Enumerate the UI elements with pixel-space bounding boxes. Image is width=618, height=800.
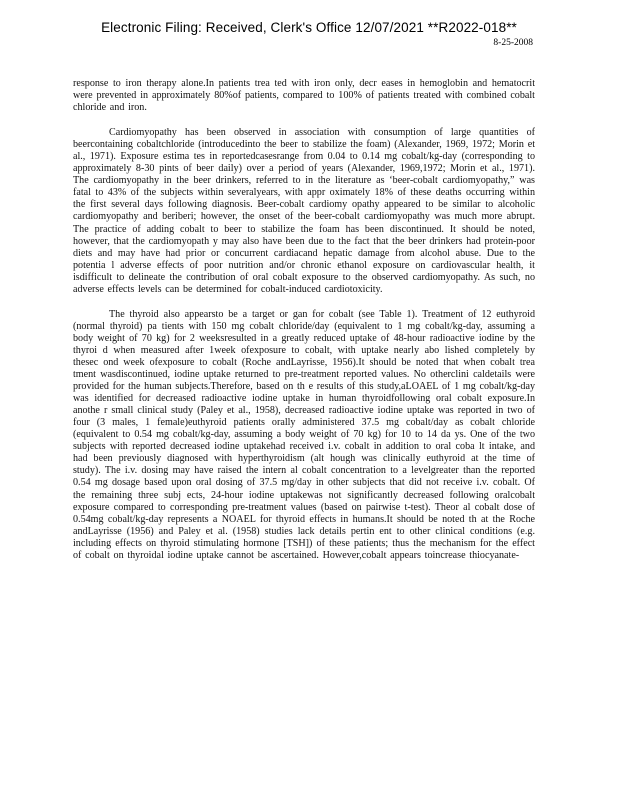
document-body [73,78,535,575]
paragraph-iron-therapy: response to iron therapy alone.In patients trea ted with iron only, decr eases in hemoglobin and hematocrit were prevented in approximately 80%of patients, compared to 100% of patients treated with combined cobalt chloride and iron. [73,78,535,114]
paragraph-thyroid: The thyroid also appearsto be a target or gan for cobalt (see Table 1). Treatment of 12 euthyroid (normal thyroid) pa tients with 150 mg cobalt chloride/day (equivalent to 1 mg cobalt/kg-day, assuming a body weight of 70 kg) for 2 weeksresulted in a greatly reduced uptake of 48-hour radioactive iodine by the thyroi d when measured after 1week ofexposure to cobalt, with uptake nearly abo lished completely by thesec ond week ofexposure to cobalt (Roche andLayrisse, 1956).It should be noted that when cobalt trea tment wasdiscontinued, iodine uptake returned to pre-treatment reported values. No otherclini caldetails were provided for the human subjects.Therefore, based on th e results of this study,aLOAEL of 1 mg cobalt/kg-day was identified for decreased radioactive iodine uptake in human thyroidfollowing oral cobalt exposure.In anothe r small clinical study (Paley et al., 1958), decreased radioactive iodine uptake was reported in two of four (3 males, 1 female)euthyroid patients orally administered 37.5 mg cobalt/day as cobalt chloride (equivalent to 0.54 mg cobalt/kg-day, assuming a body weight of 70 kg) for 10 to 14 da ys. One of the two subjects with reported decreased iodine uptakehad received i.v. cobalt in addition to oral coba lt intake, and had been previously diagnosed with hyperthyroidism (alt hough was clinically euthyroid at the time of study). The i.v. dosing may have raised the intern al cobalt concentration to a levelgreater than the reported 0.54 mg dosage based upon oral dosing of 37.5 mg/day in other subjects that did not receive i.v. cobalt. Of the remaining three subj ects, 24-hour iodine uptakewas not significantly decreased following oralcobalt exposure compared to corresponding pre-treatment values (based on pairwise t-test). Theor al cobalt dose of 0.54mg cobalt/kg-day represents a NOAEL for thyroid effects in humans.It should be noted th at the Roche andLayrisse (1956) and Paley et al. (1958) studies lack details pertin ent to other clinical conditions (e.g. including effects on thyroid stimulating hormone [TSH]) of these patients; thus the mechanism for the effect of cobalt on thyroidal iodine uptake cannot be ascertained. However,cobalt appears toincrease thiocyanate- [73,308,535,561]
document-date: 8-25-2008 [493,38,533,48]
paragraph-cardiomyopathy: Cardiomyopathy has been observed in association with consumption of large quantities of beercontaining cobaltchloride (introducedinto the beer to stabilize the foam) (Alexander, 1969, 1972; Morin et al., 1971). Exposure estima tes in reportedcasesrange from 0.04 to 0.14 mg cobalt/kg-day (corresponding to approximately 8-30 pints of beer daily) over a period of years (Alexander, 1969,1972; Morin et al., 1971). The cardiomyopathy in the beer drinkers, referred to in the literature as ‘beer-cobalt cardiomyopathy,” was fatal to 43% of the subjects within severalyears, with appr oximately 18% of these deaths occurring within the first several days following diagnosis. Beer-cobalt cardiomy opathy appeared to be similar to alcoholic cardiomyopathy and beriberi; however, the onset of the beer-cobalt cardiomyopathy was much more abrupt. The practice of adding cobalt to beer to stabilize the foam has been discontinued. It should be noted, however, that the cardiomyopath y may also have been due to the fact that the beer drinkers had protein-poor diets and may have had prior or concurrent cardiacand hepatic damage from alcohol abuse. Due to the potentia l adverse effects of poor nutrition and/or chronic ethanol exposure on cardiovascular health, it isdifficult to delineate the contribution of oral cobalt exposure to the observed cardiomyopathy. As such, no adverse effects levels can be determined for cobalt-induced cardiotoxicity. [73,127,535,295]
filing-header: Electronic Filing: Received, Clerk's Office 12/07/2021 **R2022-018** [101,20,517,35]
